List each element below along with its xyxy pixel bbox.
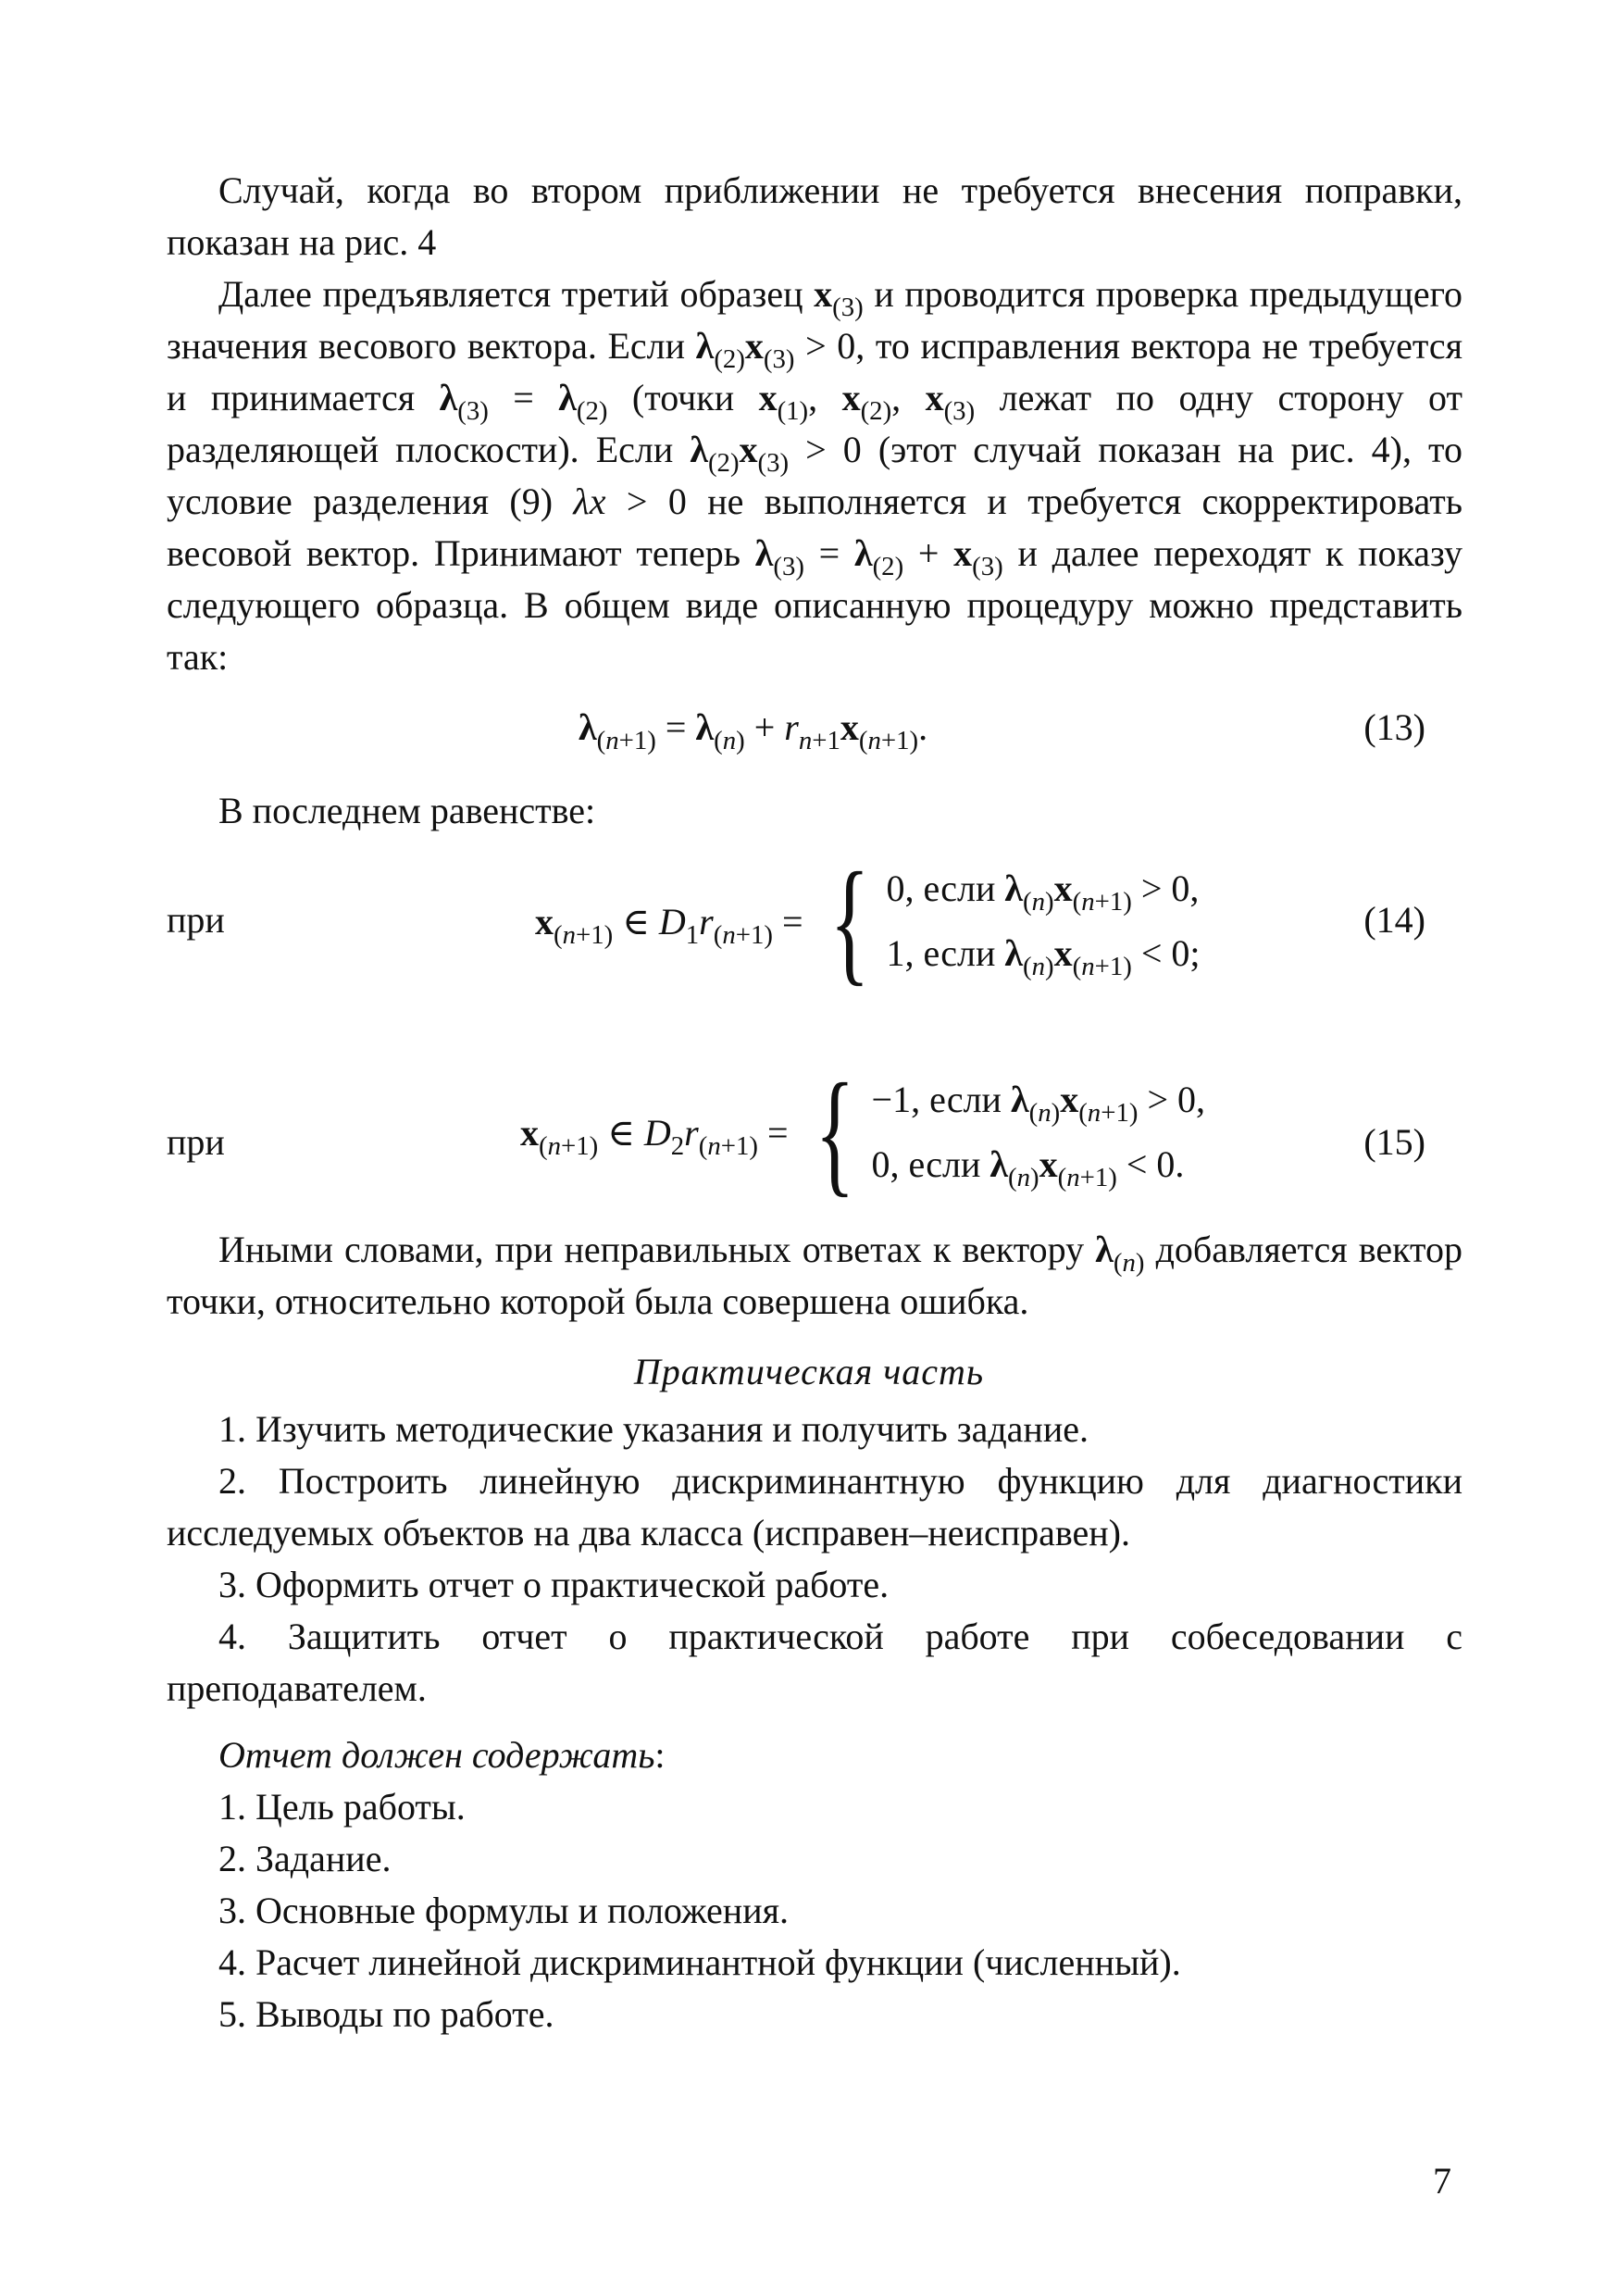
list-item: 3. Оформить отчет о практической работе.: [218, 1564, 890, 1605]
left-brace-icon: {: [814, 1055, 855, 1209]
equation-13: $\lambda_{(n+1)} = \lambda_{(n)} + r_{n+1}x_{(n+1)}$.: [579, 706, 928, 756]
paragraph-1: Случай, когда во втором приближении не требуется внесения поправки, показан на рис. 4: [167, 169, 1462, 263]
equation-13-number: (13): [1363, 706, 1425, 748]
report-list: [167, 1729, 1462, 2040]
equation-14-number: (14): [1363, 899, 1425, 941]
pri-label-15: при: [167, 1121, 225, 1163]
paragraph-3: В последнем равенстве:: [218, 790, 596, 831]
list-item: 3. Основные формулы и положения.: [218, 1890, 789, 1931]
equation-14: $x_{(n+1)}$ ∈ $D_1r_{(n+1)}$ = { 0, если $\lambda_{(n)}x_{(n+1)} > 0$, 1, если $\lambda_{(n)}x_{(n+1)} < 0$;: [535, 844, 1201, 998]
list-item: 2. Задание.: [218, 1838, 392, 1879]
page-number: 7: [1433, 2160, 1451, 2202]
paragraph-2: Далее предъявляется третий образец $x_{(3)}$ и проводится проверка предыдущего значения весового вектора. Если $\lambda_{(2)}x_{(3)} > 0$, то исправления вектора не требуется и принимается $\lambda_{(3)} = \lambda_{(2)}$ (точки $x_{(1)}$, $x_{(2)}$, $x_{(3)}$ лежат по одну сторону от разделяющей плоскости). Если $\lambda_{(2)}x_{(3)} > 0$ (этот случай показан на рис. 4), то условие разделения (9) λx > 0 не выполняется и требуется скорректировать весовой вектор. Принимают теперь $\lambda_{(3)} = \lambda_{(2)} + x_{(3)}$ и далее переходят к показу следующего образца. В общем виде описанную процедуру можно представить так:: [167, 273, 1463, 678]
left-brace-icon: {: [828, 844, 870, 998]
equation-15-number: (15): [1363, 1121, 1425, 1163]
list-item: 1. Цель работы.: [218, 1786, 466, 1828]
report-heading: Отчет должен содержать:: [218, 1734, 666, 1776]
paragraph-4: Иными словами, при неправильных ответах к вектору $\lambda_{(n)}$ добавляется вектор точки, относительно которой была совершена ошибка.: [167, 1229, 1462, 1322]
practical-list: [167, 1404, 1462, 1715]
list-item: 4. Защитить отчет о практической работе при собеседовании с преподавателем.: [167, 1616, 1462, 1709]
list-item: 5. Выводы по работе.: [218, 1993, 554, 2035]
equation-15: $x_{(n+1)}$ ∈ $D_2r_{(n+1)}$ = { −1, если $\lambda_{(n)}x_{(n+1)} > 0$, 0, если $\lambda_{(n)}x_{(n+1)} < 0$.: [520, 1055, 1205, 1209]
list-item: 4. Расчет линейной дискриминантной функции (численный).: [218, 1941, 1181, 1983]
pri-label-14: при: [167, 899, 225, 941]
practical-heading: Практическая часть: [633, 1351, 985, 1392]
list-item: 1. Изучить методические указания и получить задание.: [218, 1408, 1089, 1450]
list-item: 2. Построить линейную дискриминантную функцию для диагностики исследуемых объектов на два класса (исправен–неисправен).: [167, 1460, 1462, 1554]
